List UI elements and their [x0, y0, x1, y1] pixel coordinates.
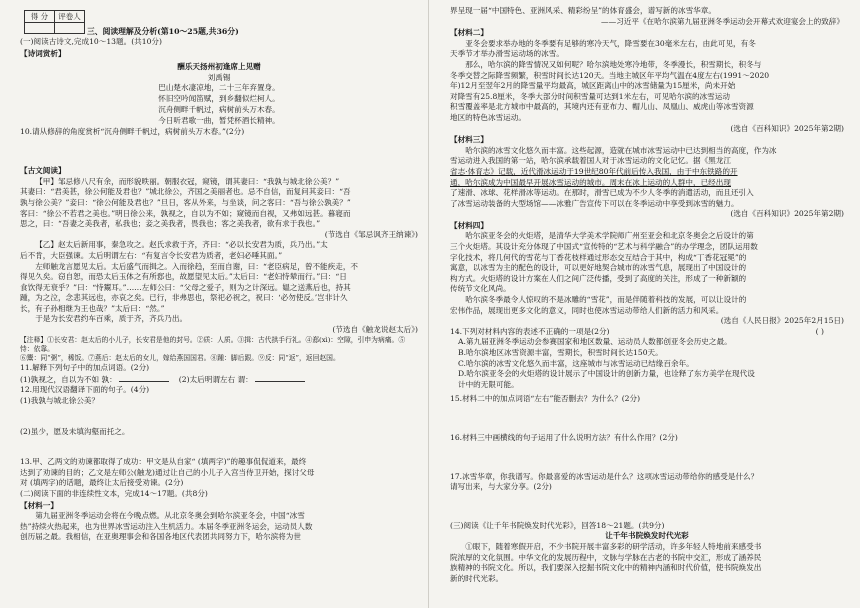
question-16: 16.材料三中画横线的句子运用了什么说明方法？有什么作用？(2分)	[450, 432, 678, 442]
material-4-line: 字化技术，将几何代的雪花与丁香花枝样通过形态交互结合于其中，构成“丁香花冠冕”的	[450, 252, 747, 262]
option-d-cont: 计中的无限可能。	[458, 379, 519, 389]
option-d: D.哈尔滨亚冬会的火炬塔的设计展示了中国设计的创新力量，也诠释了东方美学在现代设	[458, 369, 755, 379]
poem-line: 今日听君歌一曲，暂凭杯酒长精神。	[158, 115, 280, 125]
annotation: 【注释】①长安君：赵太后的小儿子，长安君是他的封号。②质：人质。③揖：古代拱手行礼。④郄(xì)：空隙，引申为病痛。⑤恃：依靠。	[20, 335, 406, 353]
answer-space-16[interactable]	[450, 444, 844, 472]
yi-source: (节选自《触龙说赵太后》)	[332, 325, 418, 335]
left-column	[0, 0, 428, 608]
yi-line: 得见久矣。窃自恕，而恐太后玉体之有所郄也，故愿望见太后。”太后曰：“老妇恃辇而行。”曰：“日	[20, 272, 347, 282]
question-14-text: 14.下列对材料内容的表述不正确的一项是(2分)	[450, 326, 610, 336]
material-2-line: 天季节才举办滑雪运动场的冰雪。	[450, 49, 564, 59]
material-3-underlined-line: 通，哈尔滨成为中国最早开展冰雪运动的城市。周末在冰上运动的人群中，已经出现	[450, 177, 731, 187]
material-4-line: 宏伟作品，展现出更多文化的意义，同时也使冰雪运动带给人们新的活力和风采。	[450, 305, 724, 315]
material-2-line: 年)12月至翌年2月的降雪量平均最高，城区距离山中的冰雪储量为15厘米，尚未开始	[450, 81, 736, 91]
option-a: A.第九届亚洲冬季运动会参赛国家和地区数量、运动员人数都创亚冬会历史之最。	[458, 337, 732, 347]
annotation: ⑥鬻：同“粥”，稀饭。⑦燕后：赵太后的女儿，嫁给燕国国君。⑧踵：脚后跟。⑨反：同“返”，返回赵国。	[20, 354, 340, 363]
answer-space-12b[interactable]	[20, 437, 418, 457]
article-intro: (三)阅读《让千年书院焕发时代光彩》，回答18～21题。(共9分)	[450, 520, 665, 530]
score-table	[24, 10, 85, 34]
grader-cell[interactable]	[55, 23, 85, 34]
yi-line: 于是为长安君约车百乘，质于齐，齐兵乃出。	[35, 314, 188, 324]
material-1-cont: 界呈现一届“中国特色、亚洲风采、精彩纷呈”的体育盛会，谱写新的冰雪华章。	[450, 6, 716, 15]
modern-intro: (二)阅读下面的非连续性文本，完成14～17题。(共8分)	[20, 489, 208, 499]
material-4-line: 构方式。火炬塔的设计方案在人们之间广泛传播，受到了高度的关注，形成了一种新颖的	[450, 273, 747, 283]
material-2-line: 积雪覆盖率是北方城市中最高的，其境内还有亚布力、帽儿山、凤凰山、威虎山等冰雪资源	[450, 102, 754, 112]
article-line: 族精神的书院文化。所以，我们要深入挖掘书院文化中的精神内涵和时代价值，使书院焕发出	[450, 563, 762, 573]
material-4-line: 寓意，以冰雪为主的配色的设计，可以更好地契合城市的冰雪气息，展现出了中国设计的	[450, 263, 747, 273]
material-2-line: 那么，哈尔滨的降雪情况又如何呢？哈尔滨地处寒冷地带，冬季漫长，积雪期长，积冬与	[465, 59, 762, 69]
material-4-line: 哈尔滨冬季最令人惊叹的不是冰雕的“雪花”，而是伴随着科技的发展，可以让设计的	[465, 295, 747, 305]
material-4-line: 哈尔滨亚冬会的火炬塔，是清华大学美术学院师广州至亚会和北京冬奥会之后设计的第	[465, 231, 754, 241]
section-header	[20, 8, 418, 37]
article-title: 让千年书院焕发时代光彩	[605, 531, 689, 541]
material-3-line: 了冰雪运动装备的大型场馆——冰雅广告宣传下可以在冬季运动中享受到冰雪的魅力。	[450, 198, 739, 208]
material-3-line: 雪运动进入我国的第一站，哈尔滨承载着国人对于冰雪运动的文化记忆。据《黑龙江	[450, 156, 731, 166]
poem-tag: 【诗词赏析】	[20, 48, 66, 58]
material-3-line: 了速滑、冰球、花样滑冰等运动。在那时，滑雪已成为不少人冬季的消遣活动，而且还引入	[450, 188, 754, 198]
material-3-source: (选自《百科知识》2025年第2期)	[730, 209, 844, 219]
jia-line: 思之，曰：“吾妻之美我者，私我也；妾之美我者，畏我也；客之美我者，欲有求于我也。”	[20, 219, 321, 229]
material-1-line: 创历届之最。我相信，在亚奥理事会和各国各地区代表团共同努力下，哈尔滨将为世	[20, 532, 301, 542]
answer-space-17[interactable]	[450, 493, 844, 521]
jia-line: 孰与徐公美？”妾曰：“徐公何能及君也？”旦日，客从外来，与坐谈，问之客曰：“吾与徐公孰美？”	[20, 197, 351, 207]
article-line: ①眼下，随着寒假开启，不少书院开展丰富多彩的研学活动，许多年轻人特地前来感受书	[465, 541, 762, 551]
material-1-line: 第九届亚洲冬季运动会将在今晚点燃。从北京冬奥会到哈尔滨亚冬会，中国“冰雪	[35, 511, 305, 521]
material-3-underlined-line: 省志·体育志》记载，近代滑冰运动于19世纪80年代前后传入我国，由于中东铁路的开	[450, 166, 738, 176]
material-2-line: 对降雪有25.8厘米，冬季大部分时间积雪量可达到1米左右，可见哈尔滨的冰雪运动	[450, 91, 730, 101]
question-13: 13.甲、乙两文的劝谏都取得了成功：甲文是从自家“ (填两字)”的趣事侃侃道来，最终	[20, 457, 307, 467]
q12-b: (2)虽少，愿及未填沟壑而托之。	[20, 426, 130, 436]
q11-a-blank[interactable]	[119, 374, 169, 382]
jia-source: (节选自《邹忌讽齐王纳谏》)	[324, 229, 418, 239]
answer-bracket-14[interactable]: ( )	[815, 326, 824, 336]
poem-line: 怀旧空吟闻笛赋，到乡翻似烂柯人。	[158, 94, 280, 104]
classical-tag: 【古文阅读】	[20, 166, 66, 176]
answer-space-10[interactable]	[20, 137, 418, 165]
poem-title: 酬乐天扬州初逢席上见赠	[177, 62, 261, 72]
answer-space-12a[interactable]	[20, 407, 418, 427]
article-line: 院浓厚的文化氛围。中华文化的发展历程中，文脉与学脉在古老的书院中交汇，形成了涵养民	[450, 552, 762, 562]
q11-a: (1)孰视之，自以为不如 孰：	[20, 374, 117, 384]
question-11-items	[20, 374, 418, 386]
question-12: 12.用现代汉语翻译下面的句子。(4分)	[20, 385, 150, 395]
material-2-line: 冬季交替之际降雪频繁，积雪时间长达120天。当地主城区年平均气温在4度左右(1991～2020	[450, 70, 770, 80]
poem-author: 刘禹锡	[207, 72, 231, 82]
material-3-line: 哈尔滨的冰雪文化悠久而丰富。这些起源，造就在城市冰雪运动中已达到相当的高度，作为冰	[465, 145, 777, 155]
question-15: 15.材料二中的加点词语“左右”能否删去？为什么？(2分)	[450, 394, 641, 404]
yi-line: 食饮得无衰乎？”曰：“恃鬻耳。”……左师公曰：“父母之爱子，则为之计深远。媪之送燕后也，持其	[20, 282, 351, 292]
material-4-line: 三个火炬塔。其设计充分体现了中国式“宣传特的“艺术与科学融合”的办学理念，团队运用数	[450, 242, 758, 252]
q11-b-blank[interactable]	[255, 374, 305, 382]
poem-body	[20, 83, 418, 126]
question-11: 11.解释下列句子中的加点词语。(2分)	[20, 363, 150, 373]
material-2-line: 亚冬会要求举办地的冬季要有足够的寒冷天气，降雪要在30毫米左右，由此可见，有冬	[465, 38, 756, 48]
question-13: 达到了劝谏的目的；乙文是左师公(触龙)通过让自己的小儿子入宫当侍卫开始，探讨父母	[20, 467, 315, 477]
jia-line: 【甲】邹忌修八尺有余，而形貌昳丽。朝服衣冠，窥镜，谓其妻曰：“我孰与城北徐公美？”	[35, 176, 340, 186]
right-column	[428, 0, 860, 608]
material-2-line: 地区的特色冰雪运动。	[450, 112, 526, 122]
material-2-tag: 【材料二】	[450, 28, 488, 38]
article-line: 新的时代光彩。	[450, 573, 504, 583]
q12-a: (1)我孰与城北徐公美？	[20, 396, 100, 406]
q11-b: (2)太后明谓左右 谓：	[178, 374, 253, 384]
material-2-source: (选自《百科知识》2025年第2期)	[730, 123, 844, 133]
question-13: 对 (填两字)的话题，最终让太后接受劝谏。(2分)	[20, 478, 184, 488]
question-14	[450, 327, 844, 338]
poem-line: 沉舟侧畔千帆过，病树前头万木春。	[158, 104, 280, 114]
material-3-tag: 【材料三】	[450, 135, 488, 145]
material-1-source: ——习近平《在哈尔滨第九届亚洲冬季运动会开幕式欢迎宴会上的致辞》	[601, 16, 844, 26]
question-17: 请写出来，与大家分享。(2分)	[450, 482, 552, 492]
material-4-line: 传统节文化风尚。	[450, 284, 511, 294]
material-4-tag: 【材料四】	[450, 220, 488, 230]
material-4-source: (选自《人民日报》2025年2月15日)	[720, 316, 844, 326]
material-1-line: 热”持续火热起来，也为世界冰雪运动注入生机活力。本届冬季亚洲冬运会，运动员人数	[20, 521, 313, 531]
yi-line: 踵，为之泣，念悲其远也，亦哀之矣。已行，非弗思也，祭祀必祝之，祝曰：‘必勿使反。’岂非计久	[20, 293, 348, 303]
poem-line: 巴山楚水凄凉地，二十三年弃置身。	[158, 83, 280, 93]
score-label: 得 分	[25, 11, 55, 23]
yi-line: 后不肯，大臣强谏。太后明谓左右：“有复言令长安君为质者，老妇必唾其面。”	[20, 250, 283, 260]
material-1-tag: 【材料一】	[20, 500, 58, 510]
yi-line: 左师触龙言愿见太后。太后盛气而揖之。入而徐趋，至而自谢，曰：“老臣病足，曾不能疾走，不	[35, 261, 359, 271]
jia-line: 客曰：“徐公不若君之美也。”明日徐公来，孰视之，自以为不如；窥镜而自视，又弗如远甚。暮寝而	[20, 208, 351, 218]
answer-space-15[interactable]	[450, 405, 844, 433]
section-title: 三、阅读理解及分析(第10～25题,共36分)	[87, 27, 239, 36]
poem-intro: (一)阅读古诗文,完成10～13题。(共10分)	[20, 37, 162, 46]
grader-label: 评卷人	[55, 11, 85, 23]
score-cell[interactable]	[25, 23, 55, 34]
option-b: B.哈尔滨地区冰雪资源丰富，雪期长，积雪时间长达150天。	[458, 348, 663, 357]
question-17: 17.冰雪华章，你我谱写。你最喜爱的冰雪运动是什么？这项冰雪运动带给你的感受是什么？	[450, 471, 759, 481]
jia-line: 其妻曰：“君美甚，徐公何能及君也？”城北徐公，齐国之美丽者也。忌不自信，而复问其妾曰：“吾	[20, 187, 351, 197]
yi-line: 长，有子孙相继为王也哉？”太后曰：“然。”	[20, 303, 165, 313]
option-c: C.哈尔滨的冰雪文化悠久而丰富，这座城市与冰雪运动已结缘百余年。	[458, 358, 694, 368]
yi-line: 【乙】赵太后新用事，秦急攻之。赵氏求救于齐，齐曰：“必以长安君为质，兵乃出。”太	[35, 240, 328, 250]
question-10: 10.请从修辞的角度赏析“沉舟侧畔千帆过，病树前头万木春。”(2分)	[20, 126, 245, 136]
